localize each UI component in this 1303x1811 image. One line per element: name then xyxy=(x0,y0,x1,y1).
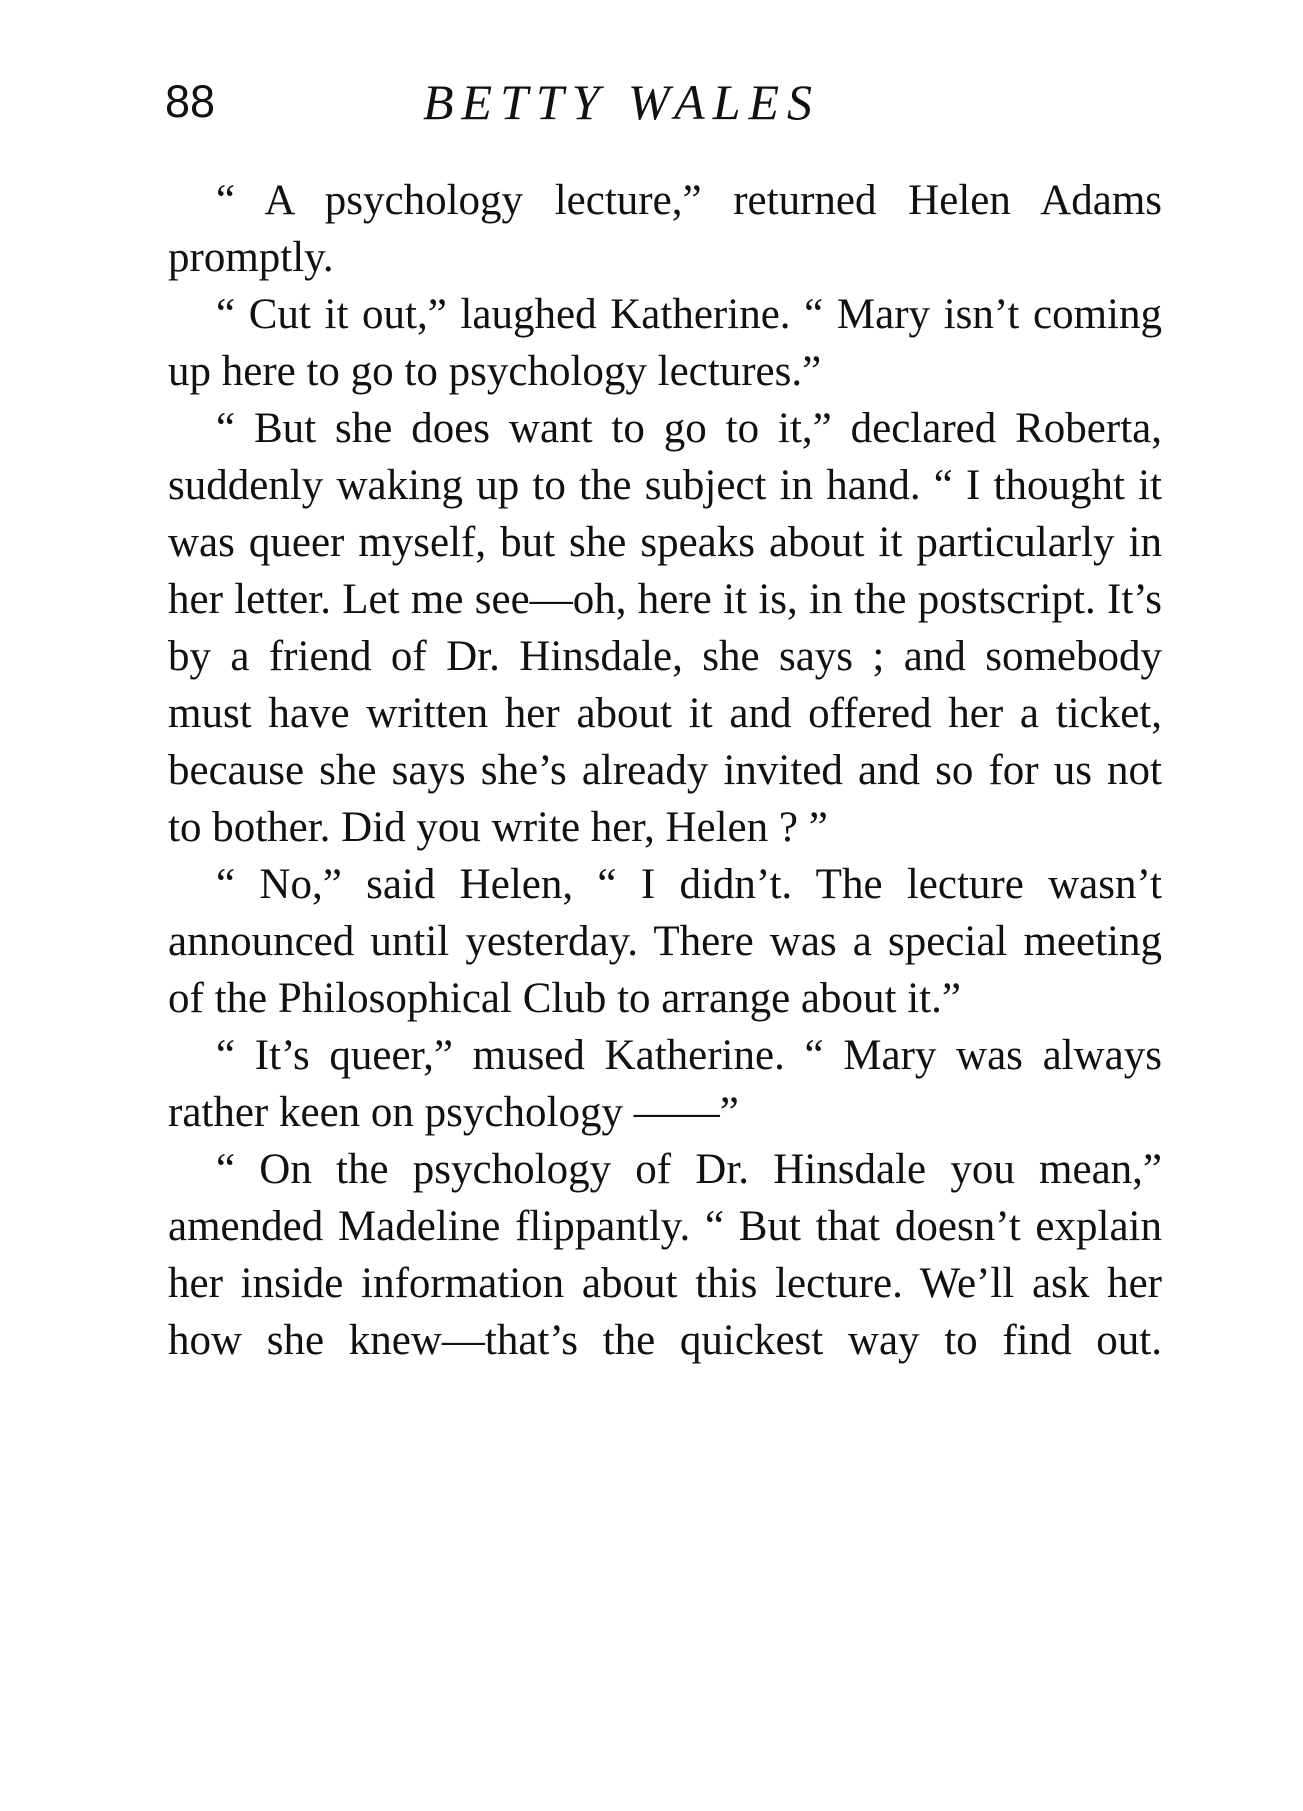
page-number: 88 xyxy=(165,76,216,127)
running-head: BETTY WALES xyxy=(423,74,821,130)
paragraph: “ Cut it out,” laughed Katherine. “ Mary isn’t coming up here to go to psychology lectures.” xyxy=(168,291,1162,395)
paragraph: “ A psychology lecture,” returned Helen Adams promptly. xyxy=(168,177,1162,281)
paragraph: “ On the psychology of Dr. Hinsdale you mean,” amended Madeline flippantly. “ But that doesn’t explain her inside information about this lecture. We’ll ask her how she knew—that’s the quickest way to find out. xyxy=(168,1146,1162,1364)
paragraph: “ But she does want to go to it,” declared Roberta, suddenly waking up to the subject in hand. “ I thought it was queer myself, but she speaks about it particularly in her letter. Let me see—oh, here it is, in the postscript. It’s by a friend of Dr. Hinsdale, she says ; and somebody must have written her about it and offered her a ticket, because she says she’s already invited and so for us not to bother. Did you write her, Helen ? ” xyxy=(168,405,1162,851)
body-text xyxy=(168,172,1162,1369)
paragraph: “ It’s queer,” mused Katherine. “ Mary was always rather keen on psychology ——” xyxy=(168,1032,1162,1136)
paragraph: “ No,” said Helen, “ I didn’t. The lecture wasn’t announced until yesterday. There was a special meeting of the Philosophical Club to arrange about it.” xyxy=(168,861,1162,1022)
page-header xyxy=(165,72,1165,142)
